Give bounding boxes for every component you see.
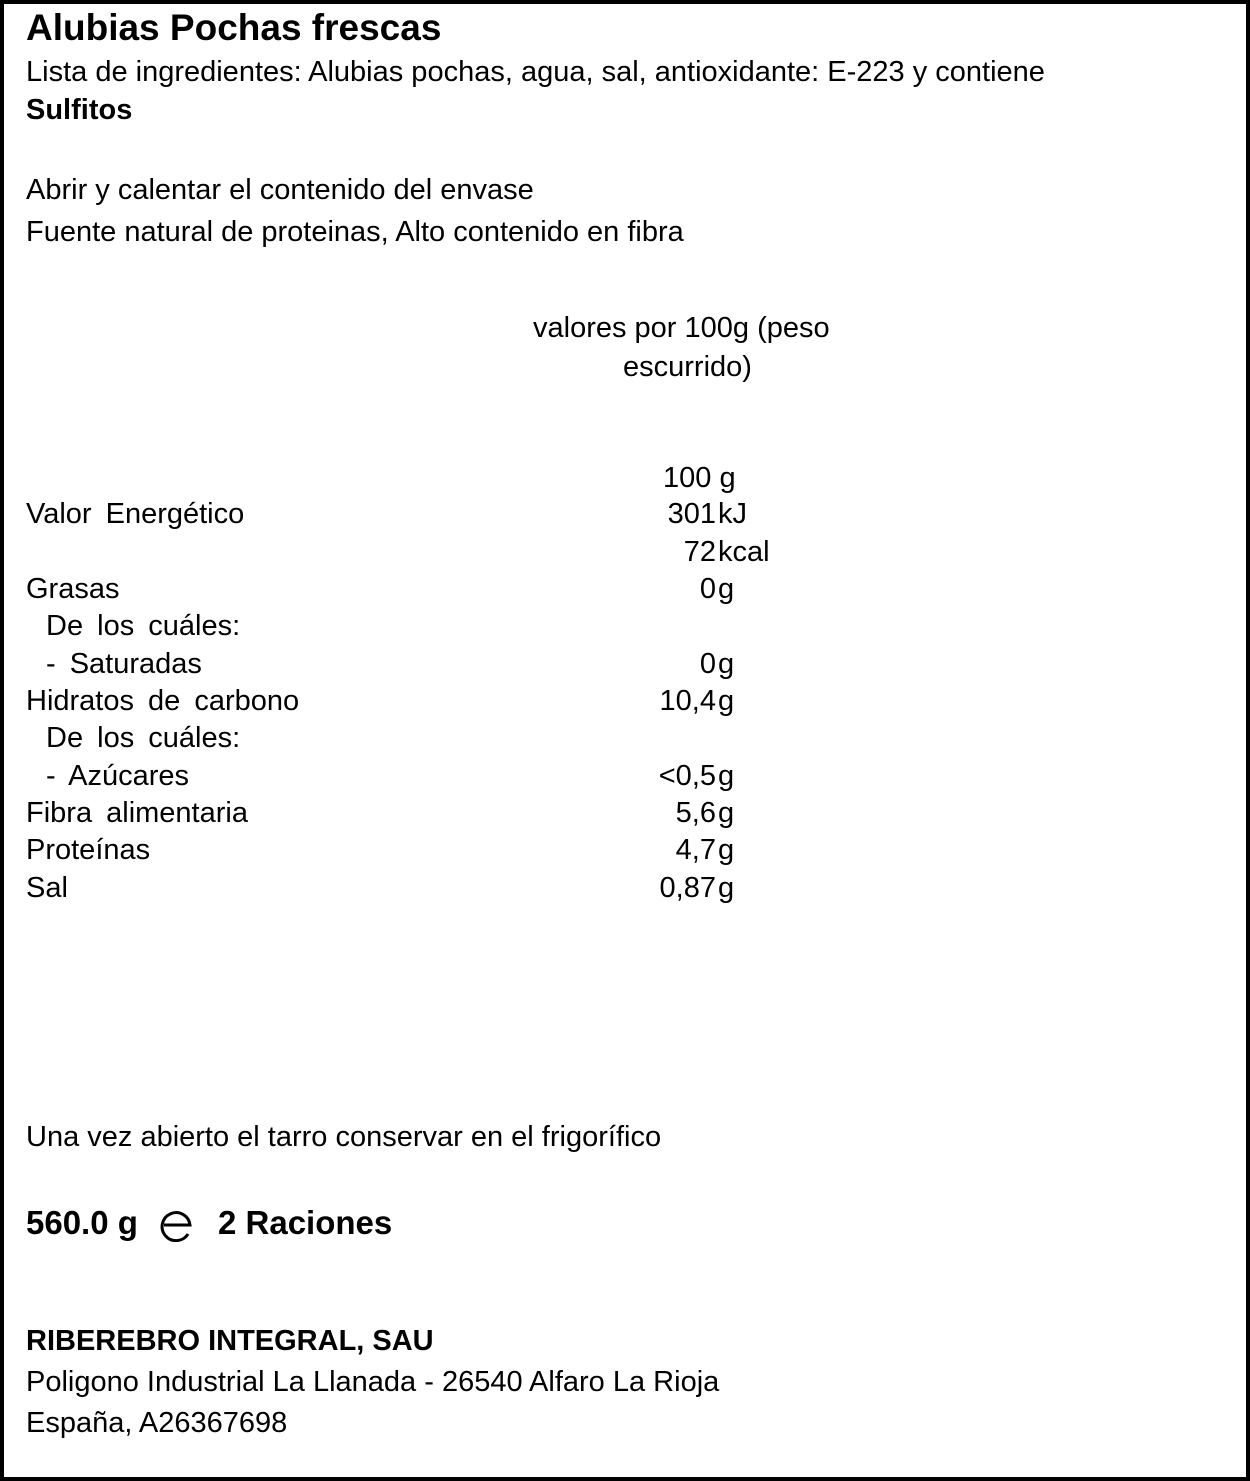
estimated-sign-icon	[160, 1208, 194, 1242]
nutrition-unit-salt: g	[718, 872, 735, 904]
nutrition-unit-protein: g	[718, 834, 735, 866]
nutrition-label-sugars: - Azúcares	[46, 760, 189, 792]
company-name: RIBEREBRO INTEGRAL, SAU	[26, 1325, 434, 1357]
ingredients-text: Lista de ingredientes: Alubias pochas, agua, sal, antioxidante: E-223 y contiene	[26, 56, 1045, 88]
nutrition-unit-saturated: g	[718, 648, 735, 680]
storage-text: Una vez abierto el tarro conservar en el frigorífico	[26, 1121, 662, 1153]
nutrition-label-protein: Proteínas	[26, 834, 151, 866]
nutrition-unit-fiber: g	[718, 797, 735, 829]
nutrition-value-saturated: 0	[699, 648, 716, 680]
company-address: Poligono Industrial La Llanada - 26540 Alfaro La Rioja	[26, 1366, 720, 1398]
servings: 2 Raciones	[218, 1204, 393, 1241]
nutrition-label-of-which: De los cuáles:	[46, 610, 241, 642]
nutrition-unit-carbs: g	[718, 685, 735, 717]
instructions-text: Abrir y calentar el contenido del envase	[26, 174, 534, 206]
company-country-id: España, A26367698	[26, 1407, 288, 1439]
nutrition-value-carbs: 10,4	[659, 685, 716, 717]
nutrition-unit-energy-kj: kJ	[718, 498, 747, 530]
nutrition-column-header: 100 g	[663, 462, 736, 494]
nutrition-value-energy-kcal: 72	[683, 536, 716, 568]
nutrition-label-carbs: Hidratos de carbono	[26, 685, 300, 717]
claims-text: Fuente natural de proteinas, Alto contenido en fibra	[26, 216, 684, 248]
net-weight: 560.0 g	[26, 1204, 138, 1241]
nutrition-value-fat: 0	[699, 573, 716, 605]
nutrition-unit-energy-kcal: kcal	[718, 536, 770, 568]
nutrition-header-line2: escurrido)	[623, 351, 752, 383]
nutrition-label-fiber: Fibra alimentaria	[26, 797, 248, 829]
product-title: Alubias Pochas frescas	[26, 7, 442, 48]
nutrition-label-fat: Grasas	[26, 573, 120, 605]
nutrition-label-saturated: - Saturadas	[46, 648, 202, 680]
nutrition-label-salt: Sal	[26, 872, 68, 904]
nutrition-label-energy: Valor Energético	[26, 498, 245, 530]
nutrition-value-salt: 0,87	[659, 872, 716, 904]
nutrition-header-line1: valores por 100g (peso	[533, 312, 830, 344]
allergen-text: Sulfitos	[26, 94, 133, 126]
nutrition-label-of-which: De los cuáles:	[46, 722, 241, 754]
nutrition-unit-sugars: g	[718, 760, 735, 792]
nutrition-value-protein: 4,7	[675, 834, 716, 866]
nutrition-value-energy-kj: 301	[667, 498, 716, 530]
nutrition-unit-fat: g	[718, 573, 735, 605]
nutrition-value-sugars: <0,5	[658, 760, 716, 792]
nutrition-value-fiber: 5,6	[675, 797, 716, 829]
